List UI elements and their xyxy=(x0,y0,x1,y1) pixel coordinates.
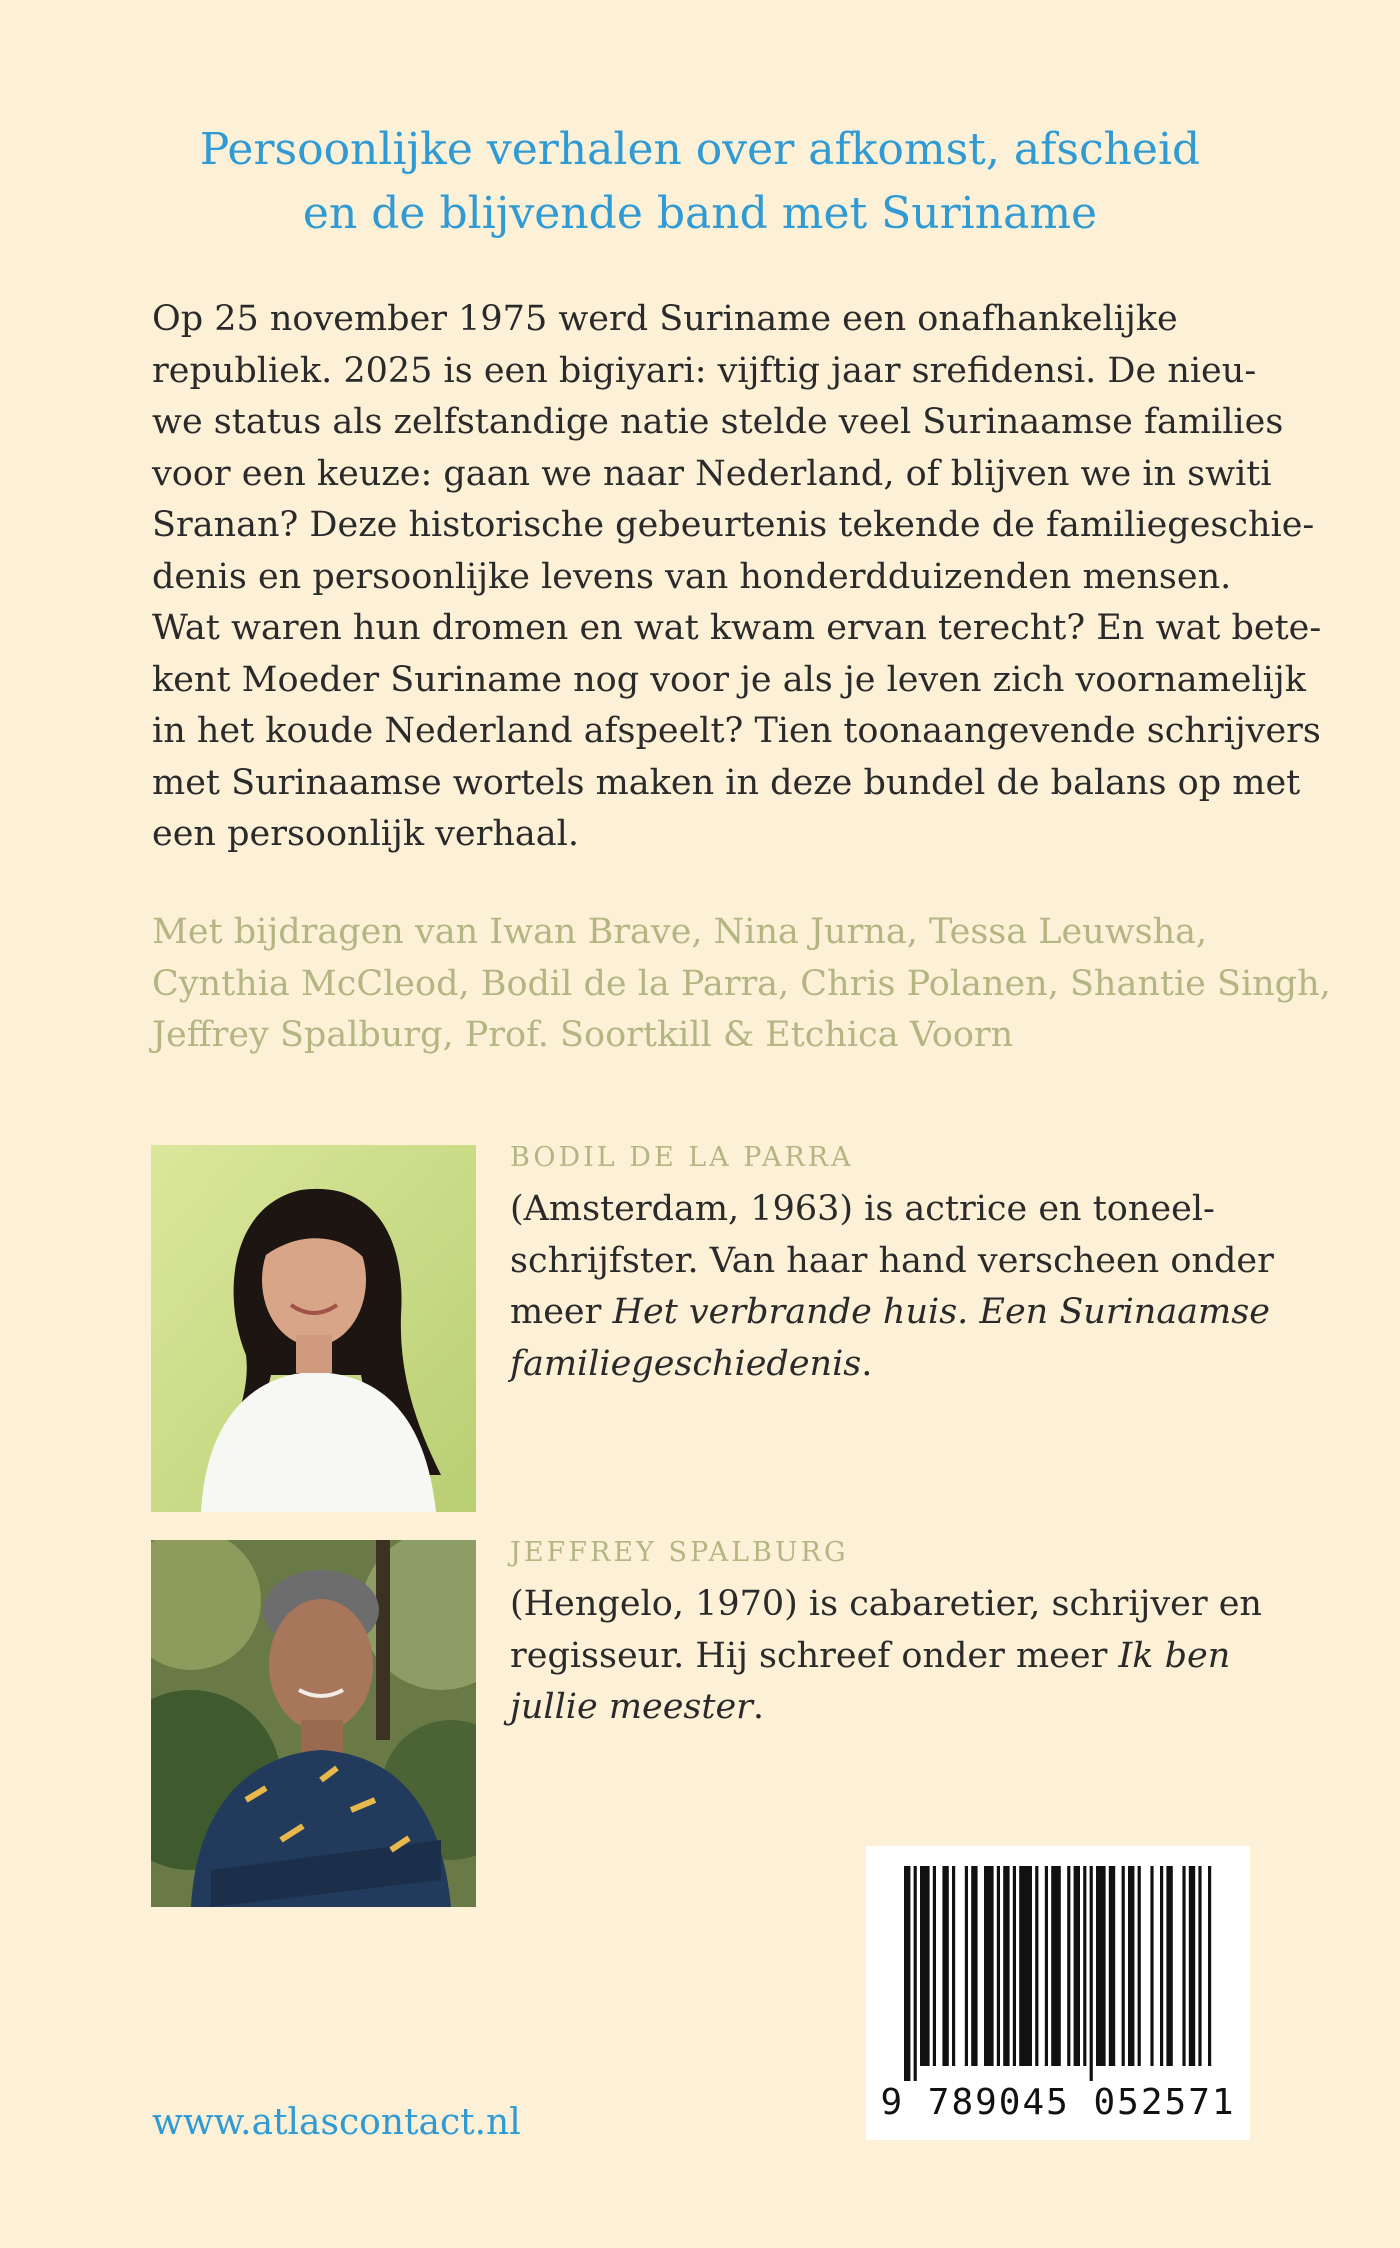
author-name: JEFFREY SPALBURG xyxy=(510,1537,849,1568)
barcode-bar xyxy=(1019,1866,1032,2066)
barcode-bar xyxy=(1090,1866,1093,2081)
bio-line xyxy=(510,1682,1310,1734)
barcode-bar xyxy=(914,1866,917,2081)
barcode-bar xyxy=(942,1866,948,2066)
barcode-bars-icon xyxy=(896,1866,1220,2081)
author-name: BODIL DE LA PARRA xyxy=(510,1142,854,1173)
barcode-bar xyxy=(1051,1866,1061,2066)
barcode xyxy=(866,1846,1250,2140)
bio-line xyxy=(510,1287,1310,1339)
blurb-line: met Surinaamse wortels maken in deze bundel de balans op met xyxy=(152,762,1301,803)
barcode-bar xyxy=(1150,1866,1153,2066)
barcode-bar xyxy=(1096,1866,1106,2066)
bio-line: (Amsterdam, 1963) is actrice en toneel- xyxy=(510,1189,1215,1229)
barcode-bar xyxy=(997,1866,1000,2066)
blurb-line: Sranan? Deze historische gebeurtenis tekende de familiegeschie- xyxy=(152,505,1315,545)
barcode-bar xyxy=(1138,1866,1141,2066)
tagline-line-2: en de blijvende band met Suriname xyxy=(302,188,1098,239)
barcode-bar xyxy=(904,1866,910,2081)
blurb-line: kent Moeder Suriname nog voor je als je leven zich voornamelijk xyxy=(152,659,1306,700)
blurb-line: in het koude Nederland afspeelt? Tien toonaangevende schrijvers xyxy=(152,711,1321,751)
author-description xyxy=(510,1184,1310,1390)
bio-text-plain: meer xyxy=(510,1292,613,1332)
barcode-bar xyxy=(1189,1866,1195,2066)
barcode-bar xyxy=(984,1866,994,2066)
barcode-bar xyxy=(1003,1866,1009,2066)
bio-line: (Hengelo, 1970) is cabaretier, schrijver en xyxy=(510,1584,1262,1624)
bio-line xyxy=(510,1631,1310,1683)
bio-text-plain: regisseur. Hij schreef onder meer xyxy=(510,1635,1119,1676)
blurb xyxy=(152,294,1322,861)
barcode-bar xyxy=(933,1866,936,2066)
barcode-bar xyxy=(952,1866,955,2066)
book-title: familiegeschiedenis xyxy=(510,1343,862,1384)
barcode-bar xyxy=(1166,1866,1172,2066)
author-bio-bodil xyxy=(510,1140,1310,1390)
barcode-bar xyxy=(1122,1866,1125,2066)
bio-line: schrijfster. Van haar hand verscheen onder xyxy=(510,1240,1274,1281)
barcode-bar xyxy=(1160,1866,1163,2066)
website-link[interactable]: www.atlascontact.nl xyxy=(152,2102,521,2143)
bio-text-plain: . xyxy=(861,1343,873,1384)
contributors-line: Cynthia McCleod, Bodil de la Parra, Chris Polanen, Shantie Singh, xyxy=(152,963,1331,1004)
barcode-bar xyxy=(1208,1866,1211,2066)
contributors xyxy=(152,907,1331,1062)
bio-line xyxy=(510,1339,1310,1391)
barcode-bar xyxy=(1045,1866,1048,2066)
blurb-line: denis en persoonlijke levens van honderdduizenden mensen. xyxy=(152,556,1232,597)
blurb-line: een persoonlijk verhaal. xyxy=(152,814,579,854)
barcode-bar xyxy=(1074,1866,1080,2066)
blurb-line: republiek. 2025 is een bigiyari: vijftig jaar srefidensi. De nieu- xyxy=(152,350,1257,391)
tagline-line-1: Persoonlijke verhalen over afkomst, afscheid xyxy=(199,124,1201,175)
isbn-digits: 9 789045 052571 xyxy=(880,2082,1236,2123)
book-title: Ik ben xyxy=(1118,1635,1231,1676)
blurb-line: voor een keuze: gaan we naar Nederland, of blijven we in switi xyxy=(152,453,1272,494)
barcode-bar xyxy=(920,1866,930,2066)
book-title: jullie meester xyxy=(510,1687,753,1727)
blurb-line: we status als zelfstandige natie stelde veel Surinaamse families xyxy=(152,402,1284,442)
bio-text-plain: . xyxy=(752,1687,765,1727)
barcode-bar xyxy=(1128,1866,1134,2066)
blurb-line: Op 25 november 1975 werd Suriname een onafhankelijke xyxy=(152,299,1178,339)
author-photo-bodil xyxy=(151,1145,476,1512)
author-bio-jeffrey xyxy=(510,1535,1310,1734)
contributors-line: Met bijdragen van Iwan Brave, Nina Jurna, Tessa Leuwsha, xyxy=(152,912,1208,952)
barcode-bar xyxy=(965,1866,968,2066)
author-description xyxy=(510,1579,1310,1734)
barcode-bar xyxy=(1182,1866,1185,2066)
contributors-line: Jeffrey Spalburg, Prof. Soortkill & Etchica Voorn xyxy=(152,1015,1014,1055)
book-title: Het verbrande huis. Een Surinaamse xyxy=(612,1292,1270,1332)
barcode-bar xyxy=(1109,1866,1115,2066)
barcode-bar xyxy=(1198,1866,1201,2066)
blurb-line: Wat waren hun dromen en wat kwam ervan terecht? En wat bete- xyxy=(152,608,1322,648)
barcode-bar xyxy=(1035,1866,1038,2066)
barcode-bar xyxy=(971,1866,977,2066)
tagline xyxy=(0,118,1400,246)
barcode-bar xyxy=(1083,1866,1086,2066)
barcode-bar xyxy=(1067,1866,1070,2066)
author-photo-jeffrey xyxy=(151,1540,476,1907)
barcode-bar xyxy=(1013,1866,1016,2066)
